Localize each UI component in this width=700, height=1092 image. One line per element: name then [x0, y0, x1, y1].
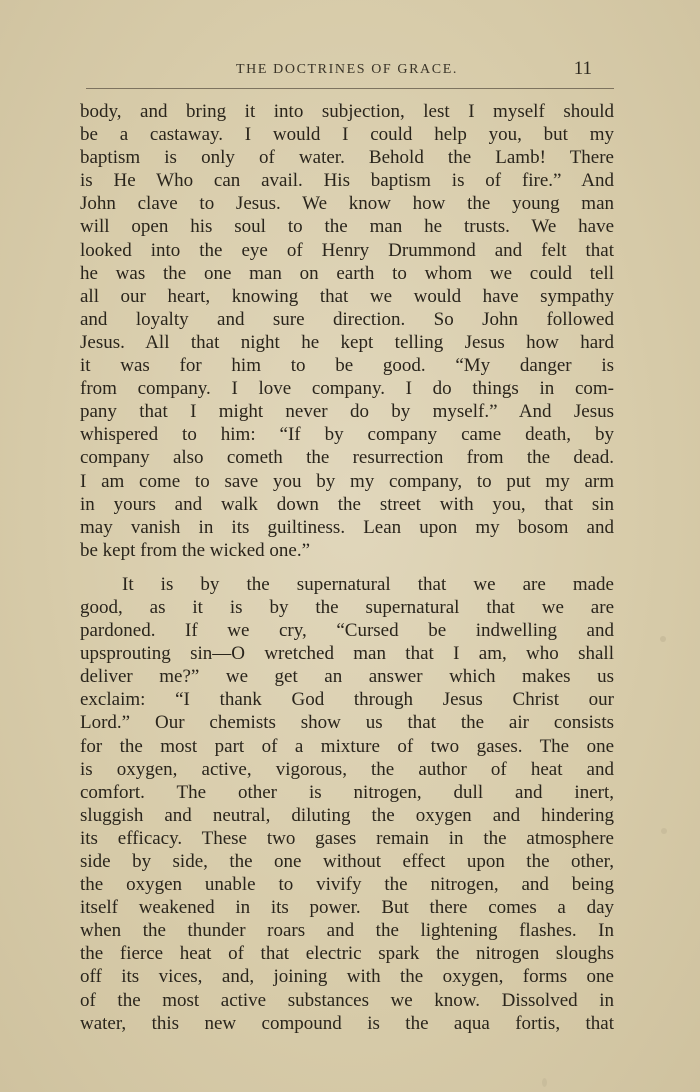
running-head	[80, 58, 614, 86]
text-line: itself weakened in its power. But there comes a day	[80, 897, 614, 919]
text-line: he was the one man on earth to whom we could tell	[80, 262, 614, 284]
text-line: deliver me?” we get an answer which makes us	[80, 666, 614, 688]
text-line: pany that I might never do by myself.” And Jesus	[80, 401, 614, 423]
text-line: pardoned. If we cry, “Cursed be indwelling and	[80, 620, 614, 642]
text-line: company also cometh the resurrection from the dead.	[80, 447, 614, 469]
text-line: for the most part of a mixture of two gases. The one	[80, 735, 614, 757]
text-line: I am come to save you by my company, to put my arm	[80, 470, 614, 492]
paragraph-gap	[80, 562, 614, 573]
text-line: comfort. The other is nitrogen, dull and inert,	[80, 781, 614, 803]
text-line: may vanish in its guiltiness. Lean upon my bosom and	[80, 516, 614, 538]
paragraph-2	[80, 573, 614, 1035]
text-line: body, and bring it into subjection, lest I myself should	[80, 101, 614, 122]
text-line: side by side, the one without effect upon the other,	[80, 851, 614, 872]
paper-speck	[542, 1078, 547, 1087]
text-line: water, this new compound is the aqua fortis, that	[80, 1012, 614, 1034]
text-line: from company. I love company. I do things in com-	[80, 378, 614, 400]
paper-speck	[660, 636, 666, 642]
text-line: baptism is only of water. Behold the Lamb! There	[80, 147, 614, 169]
text-line: will open his soul to the man he trusts. We have	[80, 216, 614, 238]
text-line: all our heart, knowing that we would have sympathy	[80, 285, 614, 307]
text-line: its efficacy. These two gases remain in the atmosphere	[80, 827, 614, 849]
text-line: good, as it is by the supernatural that we are	[80, 596, 614, 618]
text-line: Jesus. All that night he kept telling Jesus how hard	[80, 331, 614, 353]
text-line: be kept from the wicked one.”	[80, 539, 311, 561]
text-line: sluggish and neutral, diluting the oxygen and hindering	[80, 804, 614, 826]
text-line: is He Who can avail. His baptism is of fire.” And	[80, 170, 614, 192]
text-line: exclaim: “I thank God through Jesus Christ our	[80, 689, 614, 711]
text-line: John clave to Jesus. We know how the young man	[80, 193, 614, 215]
text-line: in yours and walk down the street with you, that sin	[80, 493, 614, 515]
paragraph-1	[80, 100, 614, 562]
text-line: the fierce heat of that electric spark the nitrogen sloughs	[80, 943, 614, 965]
text-line: of the most active substances we know. Dissolved in	[80, 989, 614, 1011]
text-line: upsprouting sin—O wretched man that I am, who shall	[80, 643, 614, 665]
body-text	[80, 100, 614, 1035]
paper-speck	[661, 828, 667, 834]
running-title: THE DOCTRINES OF GRACE.	[236, 62, 458, 77]
text-line: looked into the eye of Henry Drummond and felt that	[80, 239, 614, 261]
header-rule	[86, 88, 614, 89]
text-line: is oxygen, active, vigorous, the author of heat and	[80, 758, 614, 780]
text-line: whispered to him: “If by company came death, by	[80, 424, 614, 446]
text-line: the oxygen unable to vivify the nitrogen, and being	[80, 874, 614, 896]
text-line: and loyalty and sure direction. So John followed	[80, 308, 614, 330]
text-line: Lord.” Our chemists show us that the air consists	[80, 712, 614, 734]
text-line: off its vices, and, joining with the oxygen, forms one	[80, 966, 614, 988]
page-number: 11	[573, 58, 592, 79]
text-line: when the thunder roars and the lightening flashes. In	[80, 920, 614, 942]
text-line: it was for him to be good. “My danger is	[80, 355, 614, 377]
text-line: It is by the supernatural that we are made	[122, 573, 614, 595]
text-line: be a castaway. I would I could help you, but my	[80, 124, 614, 146]
